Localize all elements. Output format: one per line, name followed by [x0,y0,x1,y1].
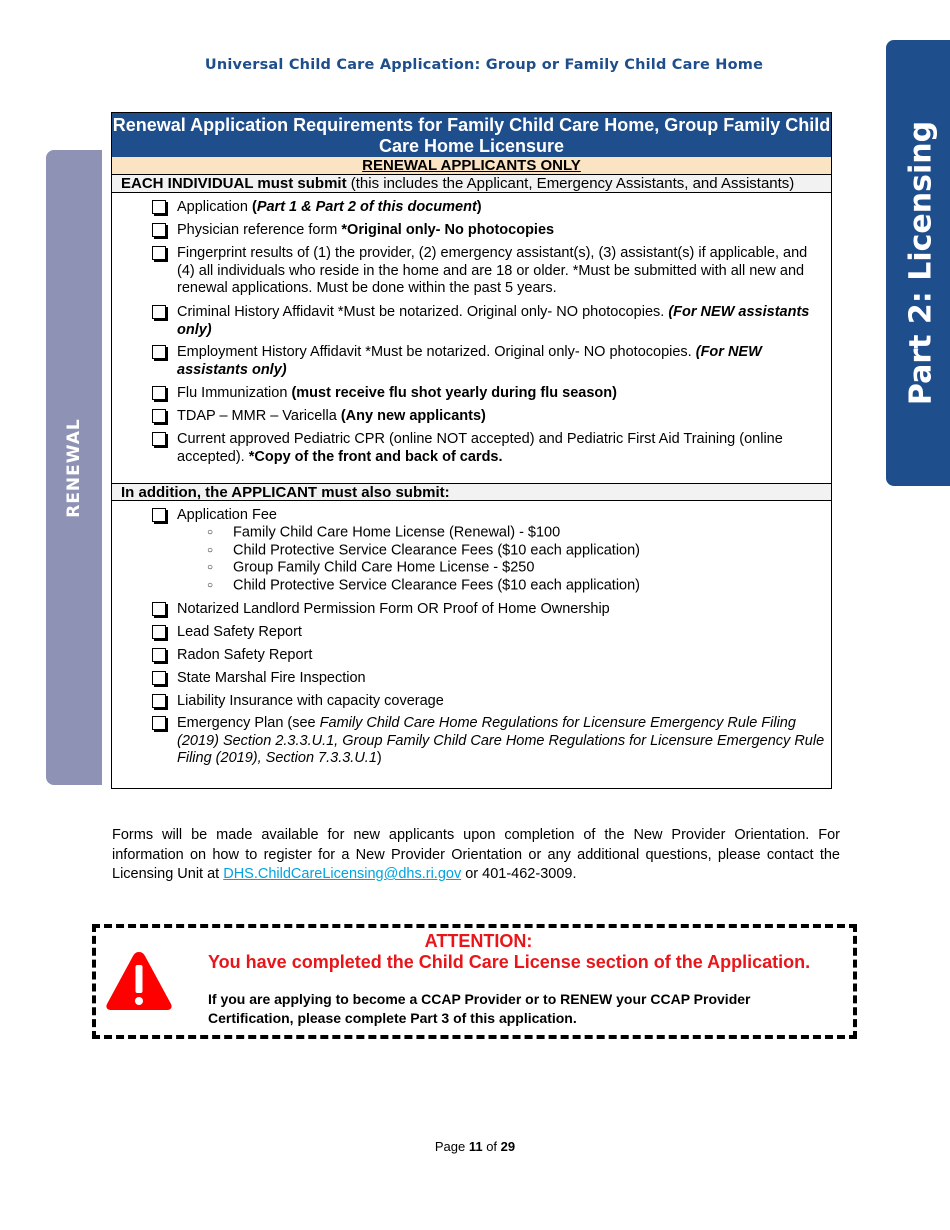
bullet-icon: ○ [207,527,214,538]
checkbox[interactable] [152,648,166,662]
bullet-icon: ○ [207,545,214,556]
fee-sub-item: ○ Group Family Child Care Home License - $250 [207,559,535,576]
attention-title: ATTENTION: [424,931,533,951]
attention-box [92,924,857,1039]
checkbox[interactable] [152,625,166,639]
checkbox[interactable] [152,432,166,446]
checkbox[interactable] [152,694,166,708]
page-number: Page 11 of 29 [434,1139,516,1154]
individual-section-heading [112,175,831,193]
renewal-tab [46,150,102,785]
checkbox[interactable] [152,305,166,319]
fee-sub-item: ○ Child Protective Service Clearance Fees ($10 each application) [207,577,641,594]
part-tab [886,40,950,486]
individual-items: Application (Part 1 & Part 2 of this document) Physician reference form *Original only- No photocopies Fingerprint results of (1) the provider, (2) emergency assistant(s), (3) assistant(s) if applicable, and (4) all individuals who reside in the home and are 18 or older. *Must be submitted with all new and renewal applications. Must be done within the past 5 years. Criminal History Affidavit *Must be notarized. Original only- NO photocopies. (For NEW assistants only) Employment History Affidavit *Must be notarized. Original only- NO photocopies. (For NEW assistants only) Flu Immunization (must receive flu shot yearly during flu season) TDAP – MMR – Varicella (Any new applicants) Current approved Pediatric CPR (online NOT accepted) and Pediatric First Aid Training (online accepted). *Copy of the front and back of cards. [112,193,831,483]
checkbox[interactable] [152,386,166,400]
licensing-email-link[interactable]: DHS.ChildCareLicensing@dhs.ri.gov [223,866,462,882]
bullet-icon: ○ [207,562,214,573]
fee-sub-item: ○ Child Protective Service Clearance Fees ($10 each application) [207,542,641,559]
renewal-only-label: RENEWAL APPLICANTS ONLY [362,157,581,174]
individual-heading-bold: EACH INDIVIDUAL must submit [121,175,347,192]
fee-sub-item: ○ Family Child Care Home License (Renewal) - $100 [207,524,561,541]
warning-triangle-icon [105,950,173,1012]
checkbox[interactable] [152,671,166,685]
checkbox[interactable] [152,223,166,237]
info-paragraph: Forms will be made available for new applicants upon completion of the New Provider Orientation. For information on how to register for a New Provider Orientation or any additional questions, please contact the Licensing Unit at DHS.ChildCareLicensing@dhs.ri.gov or 401-462-3009. [112,827,840,882]
requirements-table: Renewal Application Requirements for Family Child Care Home, Group Family Child Care Home Licensure RENEWAL APPLICANTS ONLY EACH INDIVIDUAL must submit (this includes the Applicant, Emergency Assistants, and Assistants) Application (Part 1 & Part 2 of this document) Physician reference form *Original only- No photocopies Fingerprint results of (1) the provider, (2) emergency assistant(s), (3) assistant(s) if applicable, and (4) all individuals who reside in the home and are 18 or older. *Must be submitted with all new and renewal applications. Must be done within the past 5 years. Criminal History Affidavit *Must be notarized. Original only- NO photocopies. (For NEW assistants only) Employment History Affidavit *Must be notarized. Original only- NO photocopies. (For NEW assistants only) Flu Immunization (must receive flu shot yearly during flu season) TDAP – MMR – Varicella (Any new applicants) Current approved Pediatric CPR (online NOT accepted) and Pediatric First Aid Training (online accepted). *Copy of the front and back of cards. In addition, the APPLICANT must also submit: Application Fee ○ Family Child Care Home License (Renewal) - $100 ○ Child Protective Service Clearance Fees ($10 each application) ○ Group Family Child Care Home License - $250 ○ Child Protective Service Clearance Fees ($10 each application) Notarized Landlord Permission Form OR Proof of Home Ownership Lead Safety Report Radon Safety Report State Marshal Fire Inspection Liability Insurance with capacity coverage Emergency Plan (see Family Child Care Home Regulations for Licensure Emergency Rule Filing (2019) Section 2.3.3.U.1, Group Family Child Care Home Regulations for Licensure Emergency Rule Filing (2019), Section 7.3.3.U.1) [111,112,832,789]
checkbox[interactable] [152,602,166,616]
applicant-section-heading: In addition, the APPLICANT must also submit: [112,483,831,501]
checkbox[interactable] [152,409,166,423]
checkbox[interactable] [152,508,166,522]
checkbox[interactable] [152,246,166,260]
bullet-icon: ○ [207,580,214,591]
renewal-only-row [112,157,831,175]
checkbox[interactable] [152,345,166,359]
attention-subtitle: You have completed the Child Care License section of the Application. [208,952,811,972]
individual-heading-rest: (this includes the Applicant, Emergency Assistants, and Assistants) [346,175,795,192]
renewal-tab-label: RENEWAL [64,418,84,518]
table-title: Renewal Application Requirements for Family Child Care Home, Group Family Child Care Home Licensure [112,115,831,156]
attention-body: If you are applying to become a CCAP Provider or to RENEW your CCAP Provider Certification, please complete Part 3 of this application. [208,991,751,1026]
checkbox[interactable] [152,200,166,214]
checkbox[interactable] [152,716,166,730]
document-header-title: Universal Child Care Application: Group or Family Child Care Home [204,57,764,73]
part-tab-label: Part 2: Licensing [903,120,939,406]
